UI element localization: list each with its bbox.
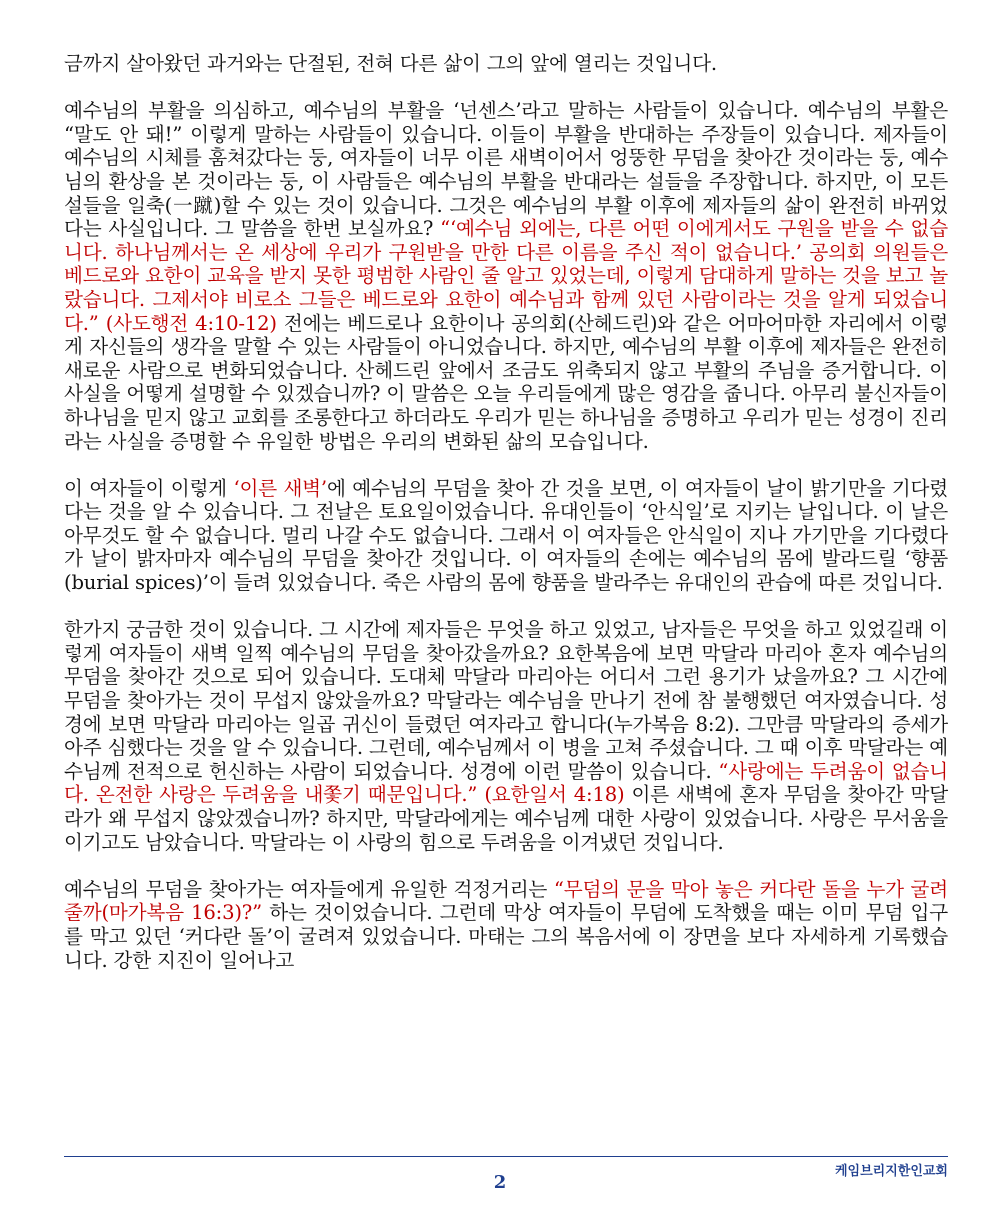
paragraph-4 <box>64 618 948 854</box>
scripture-quote-acts: “‘예수님 외에는, 다른 어떤 이에게서도 구원을 받을 수 없습니다. 하나님께서는 온 세상에 우리가 구원받을 만한 다른 이름을 주신 적이 없습니다.’ 공의회 의원들은 베드로와 요한이 교육을 받지 못한 평범한 사람인 줄 알고 있었는데, 이렇게 담대하게 말하는 것을 보고 놀랐습니다. 그제서야 비로소 그들은 베드로와 요한이 예수님과 함께 있던 사람이라는 것을 알게 되었습니다.” (사도행전 4:10-12) <box>64 217 948 335</box>
scripture-quote-1john: “사랑에는 두려움이 없습니다. 온전한 사랑은 두려움을 내쫓기 때문입니다.” (요한일서 4:18) <box>64 759 948 807</box>
paragraph-2-text-b: 전에는 베드로나 요한이나 공의회(산헤드린)와 같은 어마어마한 자리에서 이렇게 자신들의 생각을 말할 수 있는 사람들이 아니었습니다. 하지만, 예수님의 부활 이후에 제자들은 완전히 새로운 사람으로 변화되었습니다. 산헤드린 앞에서 조금도 위축되지 않고 부활의 주님을 증거합니다. 이 사실을 어떻게 설명할 수 있겠습니까? 이 말씀은 오늘 우리들에게 많은 영감을 줍니다. 아무리 불신자들이 하나님을 믿지 않고 교회를 조롱한다고 하더라도 우리가 믿는 하나님을 증명하고 우리가 믿는 성경이 진리라는 사실을 증명할 수 유일한 방법은 우리의 변화된 삶의 모습입니다. <box>64 311 948 453</box>
paragraph-3 <box>64 477 948 595</box>
paragraph-5 <box>64 878 948 972</box>
highlight-early-dawn: ‘이른 새벽’ <box>233 476 327 500</box>
paragraph-2-text-a: 예수님의 부활을 의심하고, 예수님의 부활을 ‘넌센스’라고 말하는 사람들이 있습니다. 예수님의 부활은 “말도 안 돼!” 이렇게 말하는 사람들이 있습니다. 이들이 부활을 반대하는 주장들이 있습니다. 제자들이 예수님의 시체를 훔쳐갔다는 둥, 여자들이 너무 이른 새벽이어서 엉뚱한 무덤을 찾아간 것이라는 둥, 예수님의 환상을 본 것이라는 둥, 이 사람들은 예수님의 부활을 반대라는 설들을 주장합니다. 하지만, 이 모든 설들을 일축(一蹴)할 수 있는 것이 있습니다. 그것은 예수님의 부활 이후에 제자들의 삶이 완전히 바뀌었다는 사실입니다. 그 말씀을 한번 보실까요? <box>64 99 948 241</box>
footer-church-name: 케임브리지한인교회 <box>834 1164 948 1179</box>
paragraph-5-text-a: 예수님의 무덤을 찾아가는 여자들에게 유일한 걱정거리는 <box>64 877 554 901</box>
paragraph-4-text-b: 이른 새벽에 혼자 무덤을 찾아간 막달라가 왜 무섭지 않았겠습니까? 하지만, 막달라에게는 예수님께 대한 사랑이 있었습니다. 사랑은 무서움을 이기고도 남았습니다. 막달라는 이 사랑의 힘으로 두려움을 이겨냈던 것입니다. <box>64 783 948 854</box>
sermon-body <box>64 52 948 972</box>
paragraph-1-text: 금까지 살아왔던 과거와는 단절된, 전혀 다른 삶이 그의 앞에 열리는 것입니다. <box>64 52 717 75</box>
paragraph-2 <box>64 99 948 453</box>
paragraph-3-text-a: 이 여자들이 이렇게 <box>64 476 234 500</box>
scripture-quote-mark: “무덤의 문을 막아 놓은 커다란 돌을 누가 굴려줄까(마가복음 16:3)?” <box>64 877 948 925</box>
footer-divider <box>64 1156 948 1157</box>
paragraph-3-text-b: 에 예수님의 무덤을 찾아 간 것을 보면, 이 여자들이 날이 밝기만을 기다렸다는 것을 알 수 있습니다. 그 전날은 토요일이었습니다. 유대인들이 ‘안식일’로 지키는 날입니다. 이 날은 아무것도 할 수 없습니다. 멀리 나갈 수도 없습니다. 그래서 이 여자들은 안식일이 지나 가기만을 기다렸다가 날이 밝자마자 예수님의 무덤을 찾아간 것입니다. 이 여자들의 손에는 예수님의 몸에 발라드릴 ‘향품(burial spices)’이 들려 있었습니다. 죽은 사람의 몸에 향품을 발라주는 유대인의 관습에 따른 것입니다. <box>64 476 948 595</box>
paragraph-1 <box>64 52 948 76</box>
paragraph-4-text-a: 한가지 궁금한 것이 있습니다. 그 시간에 제자들은 무엇을 하고 있었고, 남자들은 무엇을 하고 있었길래 이렇게 여자들이 새벽 일찍 예수님의 무덤을 찾아갔을까요? 요한복음에 보면 막달라 마리아 혼자 예수님의 무덤을 찾아간 것으로 되어 있습니다. 도대체 막달라 마리아는 어디서 그런 용기가 났을까요? 그 시간에 무덤을 찾아가는 것이 무섭지 않았을까요? 막달라는 예수님을 만나기 전에 참 불행했던 여자였습니다. 성경에 보면 막달라 마리아는 일곱 귀신이 들렸던 여자라고 합니다(누가복음 8:2). 그만큼 막달라의 증세가 아주 심했다는 것을 알 수 있습니다. 그런데, 예수님께서 이 병을 고쳐 주셨습니다. 그 때 이후 막달라는 예수님께 전적으로 헌신하는 사람이 되었습니다. 성경에 이런 말씀이 있습니다. <box>64 618 948 783</box>
page-number: 2 <box>493 1172 507 1193</box>
paragraph-5-text-b: 하는 것이었습니다. 그런데 막상 여자들이 무덤에 도착했을 때는 이미 무덤 입구를 막고 있던 ‘커다란 돌’이 굴려져 있었습니다. 마태는 그의 복음서에 이 장면을 보다 자세하게 기록했습니다. 강한 지진이 일어나고 <box>64 901 948 972</box>
